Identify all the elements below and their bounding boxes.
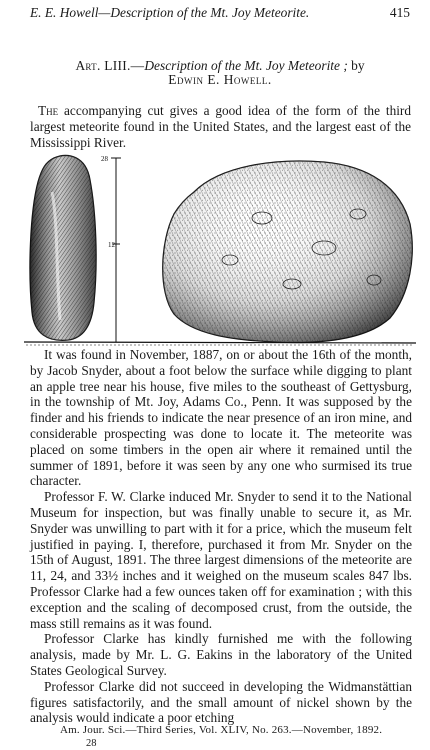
intro-text: accompanying cut gives a good idea of the form of the third largest meteorite found in the United States, and the largest east of the Mississippi River. — [30, 103, 411, 150]
body-text — [30, 347, 412, 726]
meteorite-figure — [24, 152, 416, 346]
article-number: Art. LIII.— — [75, 58, 145, 73]
paragraph-analysis: Professor Clarke has kindly furnished me with the following analysis, made by Mr. L. G. Eakins in the laboratory of the United States Geological Survey. — [30, 631, 412, 678]
measuring-scale — [101, 155, 121, 342]
journal-footer: Am. Jour. Sci.—Third Series, Vol. XLIV, No. 263.—November, 1892. — [60, 724, 383, 736]
page-number: 415 — [389, 5, 410, 20]
scale-top-label: 28 — [101, 155, 108, 163]
paragraph-etching: Professor Clarke did not succeed in developing the Widmanstättian figures satisfactorily, and the small amount of nickel shown by the analysis would indicate a poor etching — [30, 678, 412, 726]
ground-line — [24, 342, 416, 343]
article-heading — [30, 59, 410, 87]
paragraph-purchase: Professor F. W. Clarke induced Mr. Snyder to send it to the National Museum for inspection, but was finally unable to secure it, as Mr. Snyder was unwilling to part with it for a price, which the museum felt justified in paying. I, therefore, purchased it from Mr. Snyder on the 15th of August, 1891. The three largest dimensions of the meteorite are 11, 24, and 33½ inches and it weighed on the museum scales 847 lbs. Professor Clarke had a few ounces taken off for examination ; with this exception and the scaling of decomposed crust, from the outside, the mass still remains as it was found. — [30, 489, 412, 631]
scale-mid-label: 12 — [108, 241, 115, 249]
meteorite-end-view — [30, 156, 96, 341]
article-title: Description of the Mt. Joy Meteorite ; — [144, 58, 348, 73]
intro-paragraph — [30, 103, 411, 150]
meteorite-side-view — [163, 161, 412, 342]
article-by: by — [347, 58, 365, 73]
paragraph-discovery: It was found in November, 1887, on or about the 16th of the month, by Jacob Snyder, about a foot below the surface while digging to plant an apple tree near his house, five miles to the southeast of Gettysburg, in the township of Mt. Joy, Adams Co., Penn. It was supposed by the finder and his friends to indicate the near presence of an iron mine, and considerable prospecting was done to locate it. The meteorite was placed on some timbers in the open air where it remained until the summer of 1891, before it was seen by any one who surmised its true character. — [30, 347, 412, 489]
running-head-title: E. E. Howell—Description of the Mt. Joy Meteorite. — [30, 5, 310, 20]
meteorite-engraving — [24, 152, 416, 346]
signature-mark: 28 — [86, 738, 97, 749]
intro-lead: The — [38, 103, 59, 118]
running-head — [30, 5, 410, 21]
article-author: Edwin E. Howell. — [168, 72, 272, 87]
